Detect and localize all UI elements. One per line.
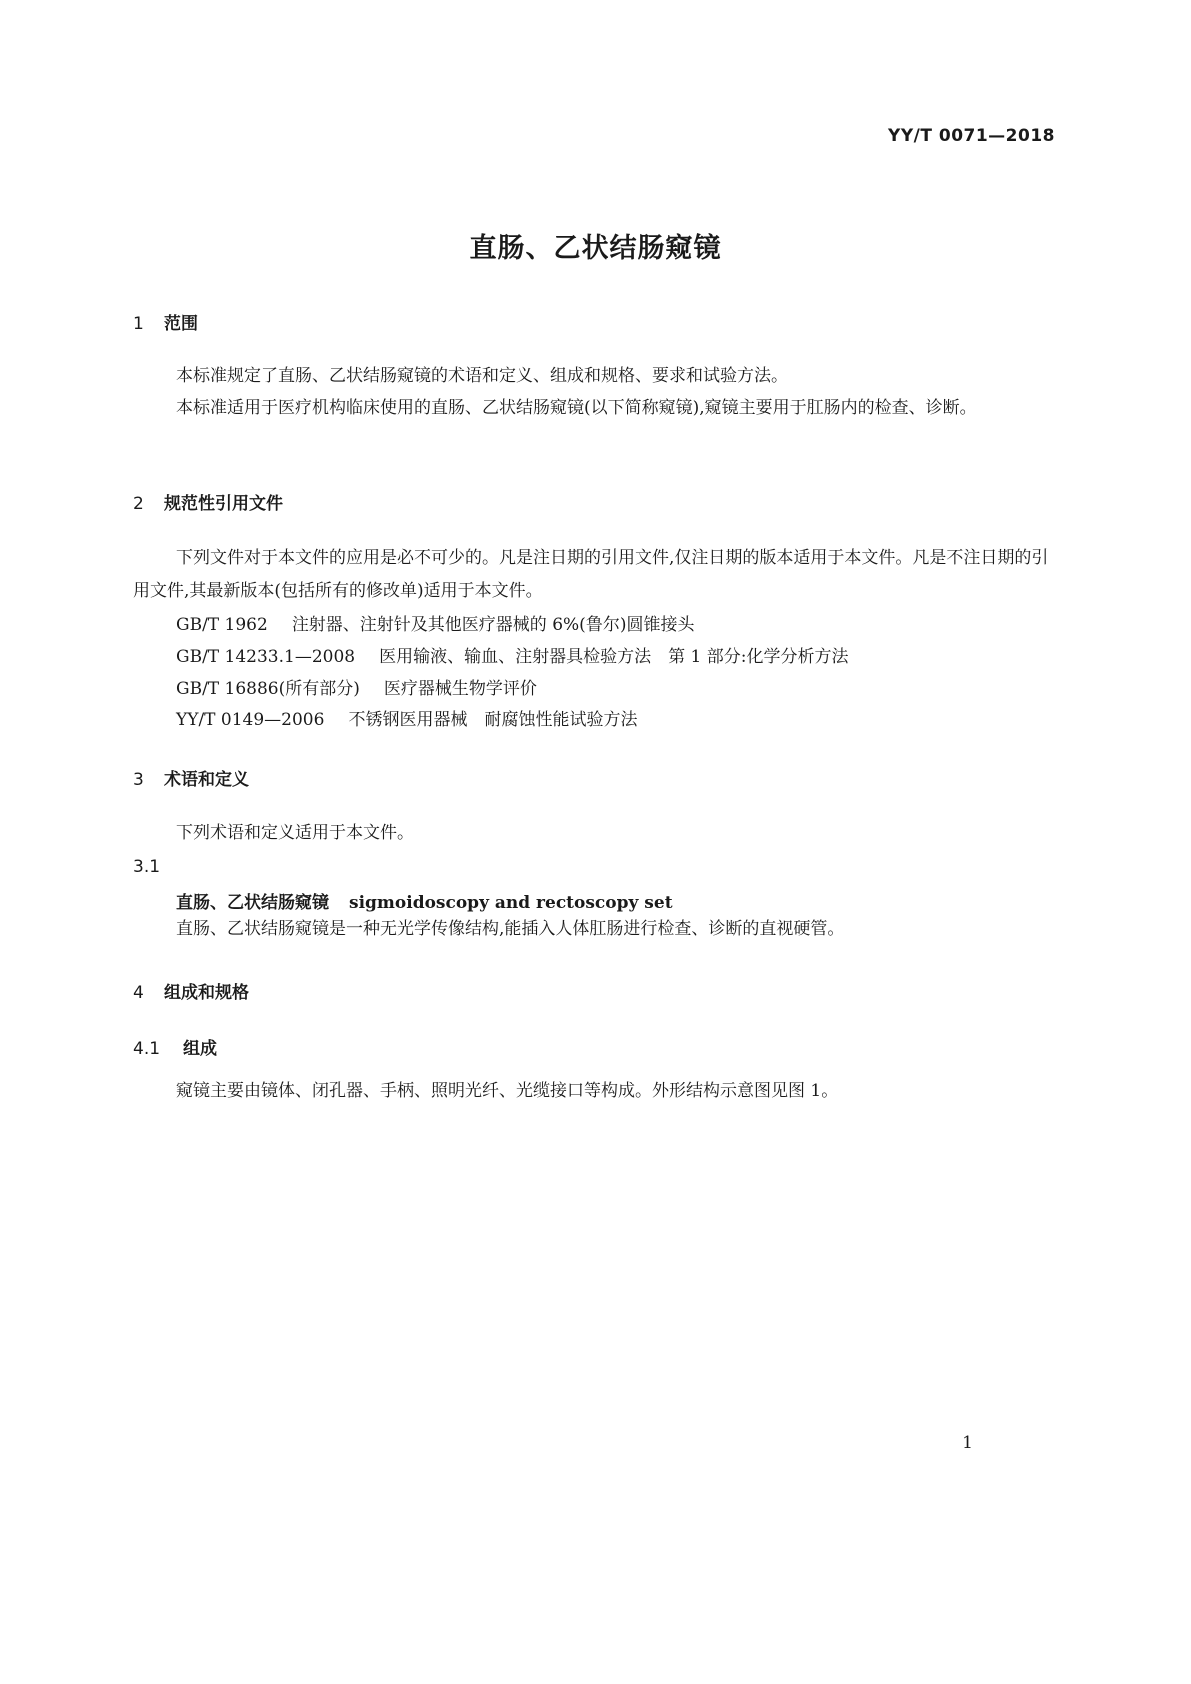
subsection-4-1-heading <box>133 1034 217 1059</box>
section-title: 组成和规格 <box>164 983 249 1003</box>
term-chinese: 直肠、乙状结肠窥镜 <box>176 893 329 913</box>
reference-item <box>176 705 637 730</box>
document-title: 直肠、乙状结肠窥镜 <box>469 233 722 264</box>
section-4-heading <box>133 978 249 1003</box>
page-number: 1 <box>962 1433 973 1453</box>
section-number: 1 <box>133 314 144 334</box>
section-1-heading <box>133 309 198 334</box>
scope-paragraph-2: 本标准适用于医疗机构临床使用的直肠、乙状结肠窥镜(以下简称窥镜),窥镜主要用于肛肠内的检查、诊断。 <box>176 398 977 418</box>
term-definition: 直肠、乙状结肠窥镜是一种无光学传像结构,能插入人体肛肠进行检查、诊断的直视硬管。 <box>176 919 845 939</box>
scope-paragraph-1: 本标准规定了直肠、乙状结肠窥镜的术语和定义、组成和规格、要求和试验方法。 <box>176 366 788 386</box>
term-number: 3.1 <box>133 857 161 877</box>
section-2-heading <box>133 489 283 514</box>
section-number: 3 <box>133 770 144 790</box>
section-title: 规范性引用文件 <box>164 494 283 514</box>
reference-code: YY/T 0149—2006 <box>176 710 325 730</box>
term-english: sigmoidoscopy and rectoscopy set <box>349 893 673 913</box>
section-title: 术语和定义 <box>164 770 249 790</box>
reference-item <box>176 610 694 635</box>
reference-item <box>176 674 537 699</box>
section-number: 4 <box>133 983 144 1003</box>
reference-code: GB/T 14233.1—2008 <box>176 647 356 667</box>
references-intro: 下列文件对于本文件的应用是必不可少的。凡是注日期的引用文件,仅注日期的版本适用于本文件。凡是不注日期的引用文件,其最新版本(包括所有的修改单)适用于本文件。 <box>133 548 1049 601</box>
section-number: 2 <box>133 494 144 514</box>
reference-title: 医疗器械生物学评价 <box>383 679 537 699</box>
reference-item <box>176 642 848 667</box>
subsection-title: 组成 <box>183 1039 217 1059</box>
subsection-number: 4.1 <box>133 1039 161 1059</box>
standard-code: YY/T 0071—2018 <box>888 126 1055 146</box>
reference-title: 医用输液、输血、注射器具检验方法 第 1 部分:化学分析方法 <box>379 647 849 667</box>
reference-code: GB/T 16886(所有部分) <box>176 679 360 699</box>
terms-intro: 下列术语和定义适用于本文件。 <box>176 823 414 843</box>
section-title: 范围 <box>164 314 198 334</box>
composition-paragraph: 窥镜主要由镜体、闭孔器、手柄、照明光纤、光缆接口等构成。外形结构示意图见图 1。 <box>176 1081 839 1101</box>
term-entry <box>176 888 673 913</box>
reference-title: 不锈钢医用器械 耐腐蚀性能试验方法 <box>348 710 638 730</box>
section-3-heading <box>133 765 249 790</box>
reference-code: GB/T 1962 <box>176 615 268 635</box>
reference-title: 注射器、注射针及其他医疗器械的 6%(鲁尔)圆锥接头 <box>291 615 695 635</box>
